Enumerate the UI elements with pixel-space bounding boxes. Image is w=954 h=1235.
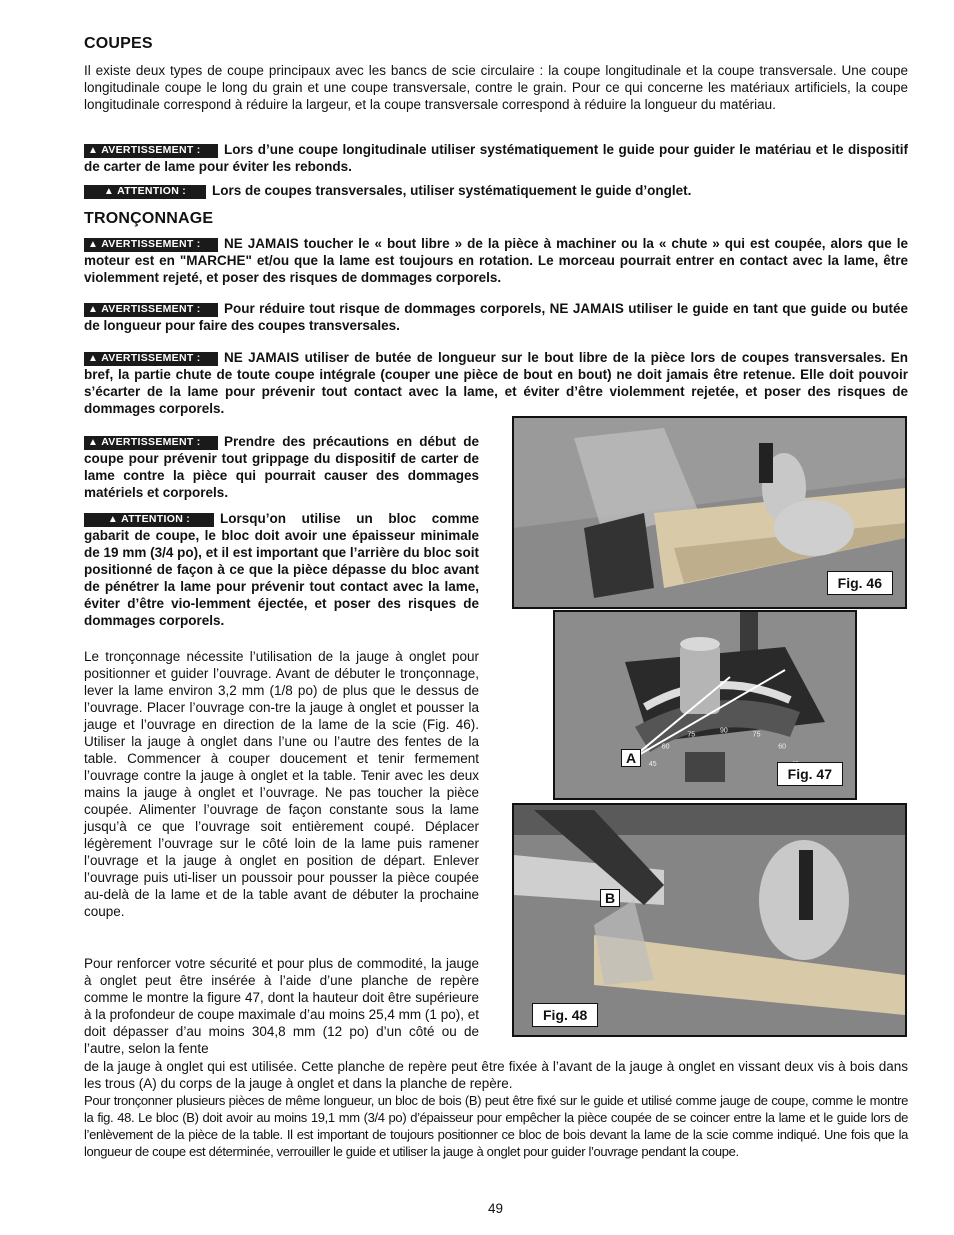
warning-badge: ▲ AVERTISSEMENT :	[84, 352, 218, 366]
scale-mark: 90	[720, 727, 728, 735]
coupes-warning-1	[84, 141, 908, 175]
figure-48	[512, 803, 907, 1037]
figure-47	[553, 610, 857, 800]
warning-badge: ▲ AVERTISSEMENT :	[84, 144, 218, 158]
warning-text: Lors d’une coupe longitudinale utiliser systématiquement le guide pour guider le matériau et le dispositif de carter de lame pour éviter les rebonds.	[84, 142, 908, 174]
coupes-attention-1	[84, 182, 908, 199]
warning-text: NE JAMAIS toucher le « bout libre » de la pièce à machiner ou la « chute » qui est coupée, alors que le moteur est en "MARCHE" et/ou que la lame est toujours en rotation. Le morceau pourrait entrer en contact avec la lame, être violemment rejeté, et poser des risques de dommages corporels.	[84, 236, 908, 285]
warning-triangle-icon: ▲	[88, 437, 99, 448]
warning-text: NE JAMAIS utiliser de butée de longueur sur le bout libre de la pièce lors de coupes transversales. En bref, la partie chute de toute coupe intégrale (couper une pièce de bout en bout) ne doit jamais être retenue. Elle doit pouvoir s’écarter de la lame pour prévenir tout contact avec la lame, et éviter d’être violemment rejetée, et poser des risques de dommages corporels.	[84, 350, 908, 416]
tronconnage-paragraph-3: Pour tronçonner plusieurs pièces de même longueur, un bloc de bois (B) peut être fixé sur le guide et utilisé comme jauge de coupe, comme le montre la fig. 48. Le bloc (B) doit avoir au moins 19,1 mm (3/4 po) d’épaisseur pour empêcher la pièce coupée de se coincer entre la lame et le guide lors de l’enlèvement de la pièce de la table. Il est important de toujours positionner ce bloc de bois devant la lame de la scie comme indiqué. Une fois que la longueur de coupe est déterminée, verrouiller le guide et utiliser la jauge à onglet pour guider l’ouvrage pendant la coupe.	[84, 1093, 908, 1159]
figure-48-photo	[514, 805, 905, 1035]
heading-coupes: COUPES	[84, 35, 153, 52]
coupes-intro: Il existe deux types de coupe principaux avec les bancs de scie circulaire : la coupe longitudinale et la coupe transversale. Une coupe longitudinale coupe le long du grain et une coupe transversale, contre le grain. Pour ce qui concerne les matériaux artificiels, la coupe longitudinale correspond à réduire la largeur, et la coupe transversale correspond à réduire la longueur du matériau.	[84, 63, 908, 112]
scale-mark: 75	[752, 731, 761, 739]
figure-48-label-b: B	[600, 889, 620, 907]
warning-text: Prendre des précautions en début de coupe pour prévenir tout grippage du dispositif de carter de lame contre la pièce qui pourrait causer des dommages matériels et corporels.	[84, 434, 479, 500]
figure-46-label: Fig. 46	[827, 571, 893, 595]
warning-badge: ▲ AVERTISSEMENT :	[84, 303, 218, 317]
warning-triangle-icon: ▲	[103, 186, 115, 197]
tronconnage-warning-4	[84, 433, 479, 501]
tronconnage-paragraph-1: Le tronçonnage nécessite l’utilisation de la jauge à onglet pour positionner et guider l’ouvrage. Avant de débuter le tronçonnage, lever la lame environ 3,2 mm (1/8 po) de plus que le dessus de l’ouvrage. Placer l’ouvrage con-tre la jauge à onglet et pousser la jauge et l’ouvrage en direction de la lame de la scie (Fig. 46). Utiliser la jauge à onglet dans l’une ou l’autre des fentes de la table. Commencer à couper doucement et tenir fermement l’ouvrage contre la jauge à onglet et la table. Tenir avec les deux mains la jauge à onglet et l’ouvrage. Ne pas toucher la pièce coupée. Alimenter l’ouvrage de façon constante sous la lame jusqu’à ce que l’ouvrage soit entièrement coupé. Déplacer légèrement l’ouvrage sur le côté loin de la lame puis ramener l’ouvrage et la jauge à onglet en position de départ. Enlever l’ouvrage puis uti-liser un poussoir pour pousser la pièce coupée au-delà de la lame et de la table avant de débuter la prochaine coupe.	[84, 649, 479, 919]
warning-badge: ▲ AVERTISSEMENT :	[84, 436, 218, 450]
attention-badge: ▲ ATTENTION :	[84, 513, 214, 527]
tronconnage-paragraph-2a: Pour renforcer votre sécurité et pour plus de commodité, la jauge à onglet peut être insérée à l’aide d’une planche de repère comme le montre la figure 47, dont la hauteur doit être supérieure à la profondeur de coupe maximale d’au moins 25,4 mm (1 po), et doit dépasser d’au moins 304,8 mm (12 po) d’un côté ou de l’autre, selon la fente	[84, 956, 479, 1056]
warning-triangle-icon: ▲	[88, 145, 99, 156]
figure-48-label: Fig. 48	[532, 1003, 598, 1027]
attention-text: Lors de coupes transversales, utiliser systématiquement le guide d’onglet.	[212, 183, 692, 198]
figure-47-label: Fig. 47	[777, 762, 843, 786]
scale-mark: 60	[661, 743, 670, 751]
warning-triangle-icon: ▲	[107, 514, 119, 525]
warning-triangle-icon: ▲	[88, 239, 99, 250]
scale-mark: 45	[648, 760, 657, 768]
tronconnage-attention-1	[84, 510, 479, 629]
page-number: 49	[488, 1201, 504, 1216]
warning-triangle-icon: ▲	[88, 353, 99, 364]
tronconnage-paragraph-2b: de la jauge à onglet qui est utilisée. Cette planche de repère peut être fixée à l’avant de la jauge à onglet en vissant deux vis à bois dans les trous (A) du corps de la jauge à onglet et dans la planche de repère.	[84, 1059, 908, 1091]
figure-46	[512, 416, 907, 609]
scale-mark: 60	[778, 743, 787, 751]
heading-tronconnage: TRONÇONNAGE	[84, 210, 214, 227]
warning-text: Pour réduire tout risque de dommages corporels, NE JAMAIS utiliser le guide en tant que guide ou butée de longueur pour faire des coupes transversales.	[84, 301, 908, 333]
tronconnage-warning-1	[84, 235, 908, 286]
tronconnage-warning-2	[84, 300, 908, 334]
figure-47-label-a: A	[621, 749, 641, 767]
attention-text: Lorsqu’on utilise un bloc comme gabarit de coupe, le bloc doit avoir une épaisseur minimale de 19 mm (3/4 po), et il est important que l’arrière du bloc soit positionné de façon à ce que la pièce dépasse du bloc avant de pénétrer la lame pour prévenir tout contact avec la lame, éviter d’être vio-lemment éjectée, et poser des risques de dommages corporels.	[84, 511, 479, 628]
warning-triangle-icon: ▲	[88, 304, 99, 315]
scale-mark: 75	[687, 731, 696, 739]
tronconnage-warning-3	[84, 349, 908, 417]
warning-badge: ▲ AVERTISSEMENT :	[84, 238, 218, 252]
attention-badge: ▲ ATTENTION :	[84, 185, 206, 199]
